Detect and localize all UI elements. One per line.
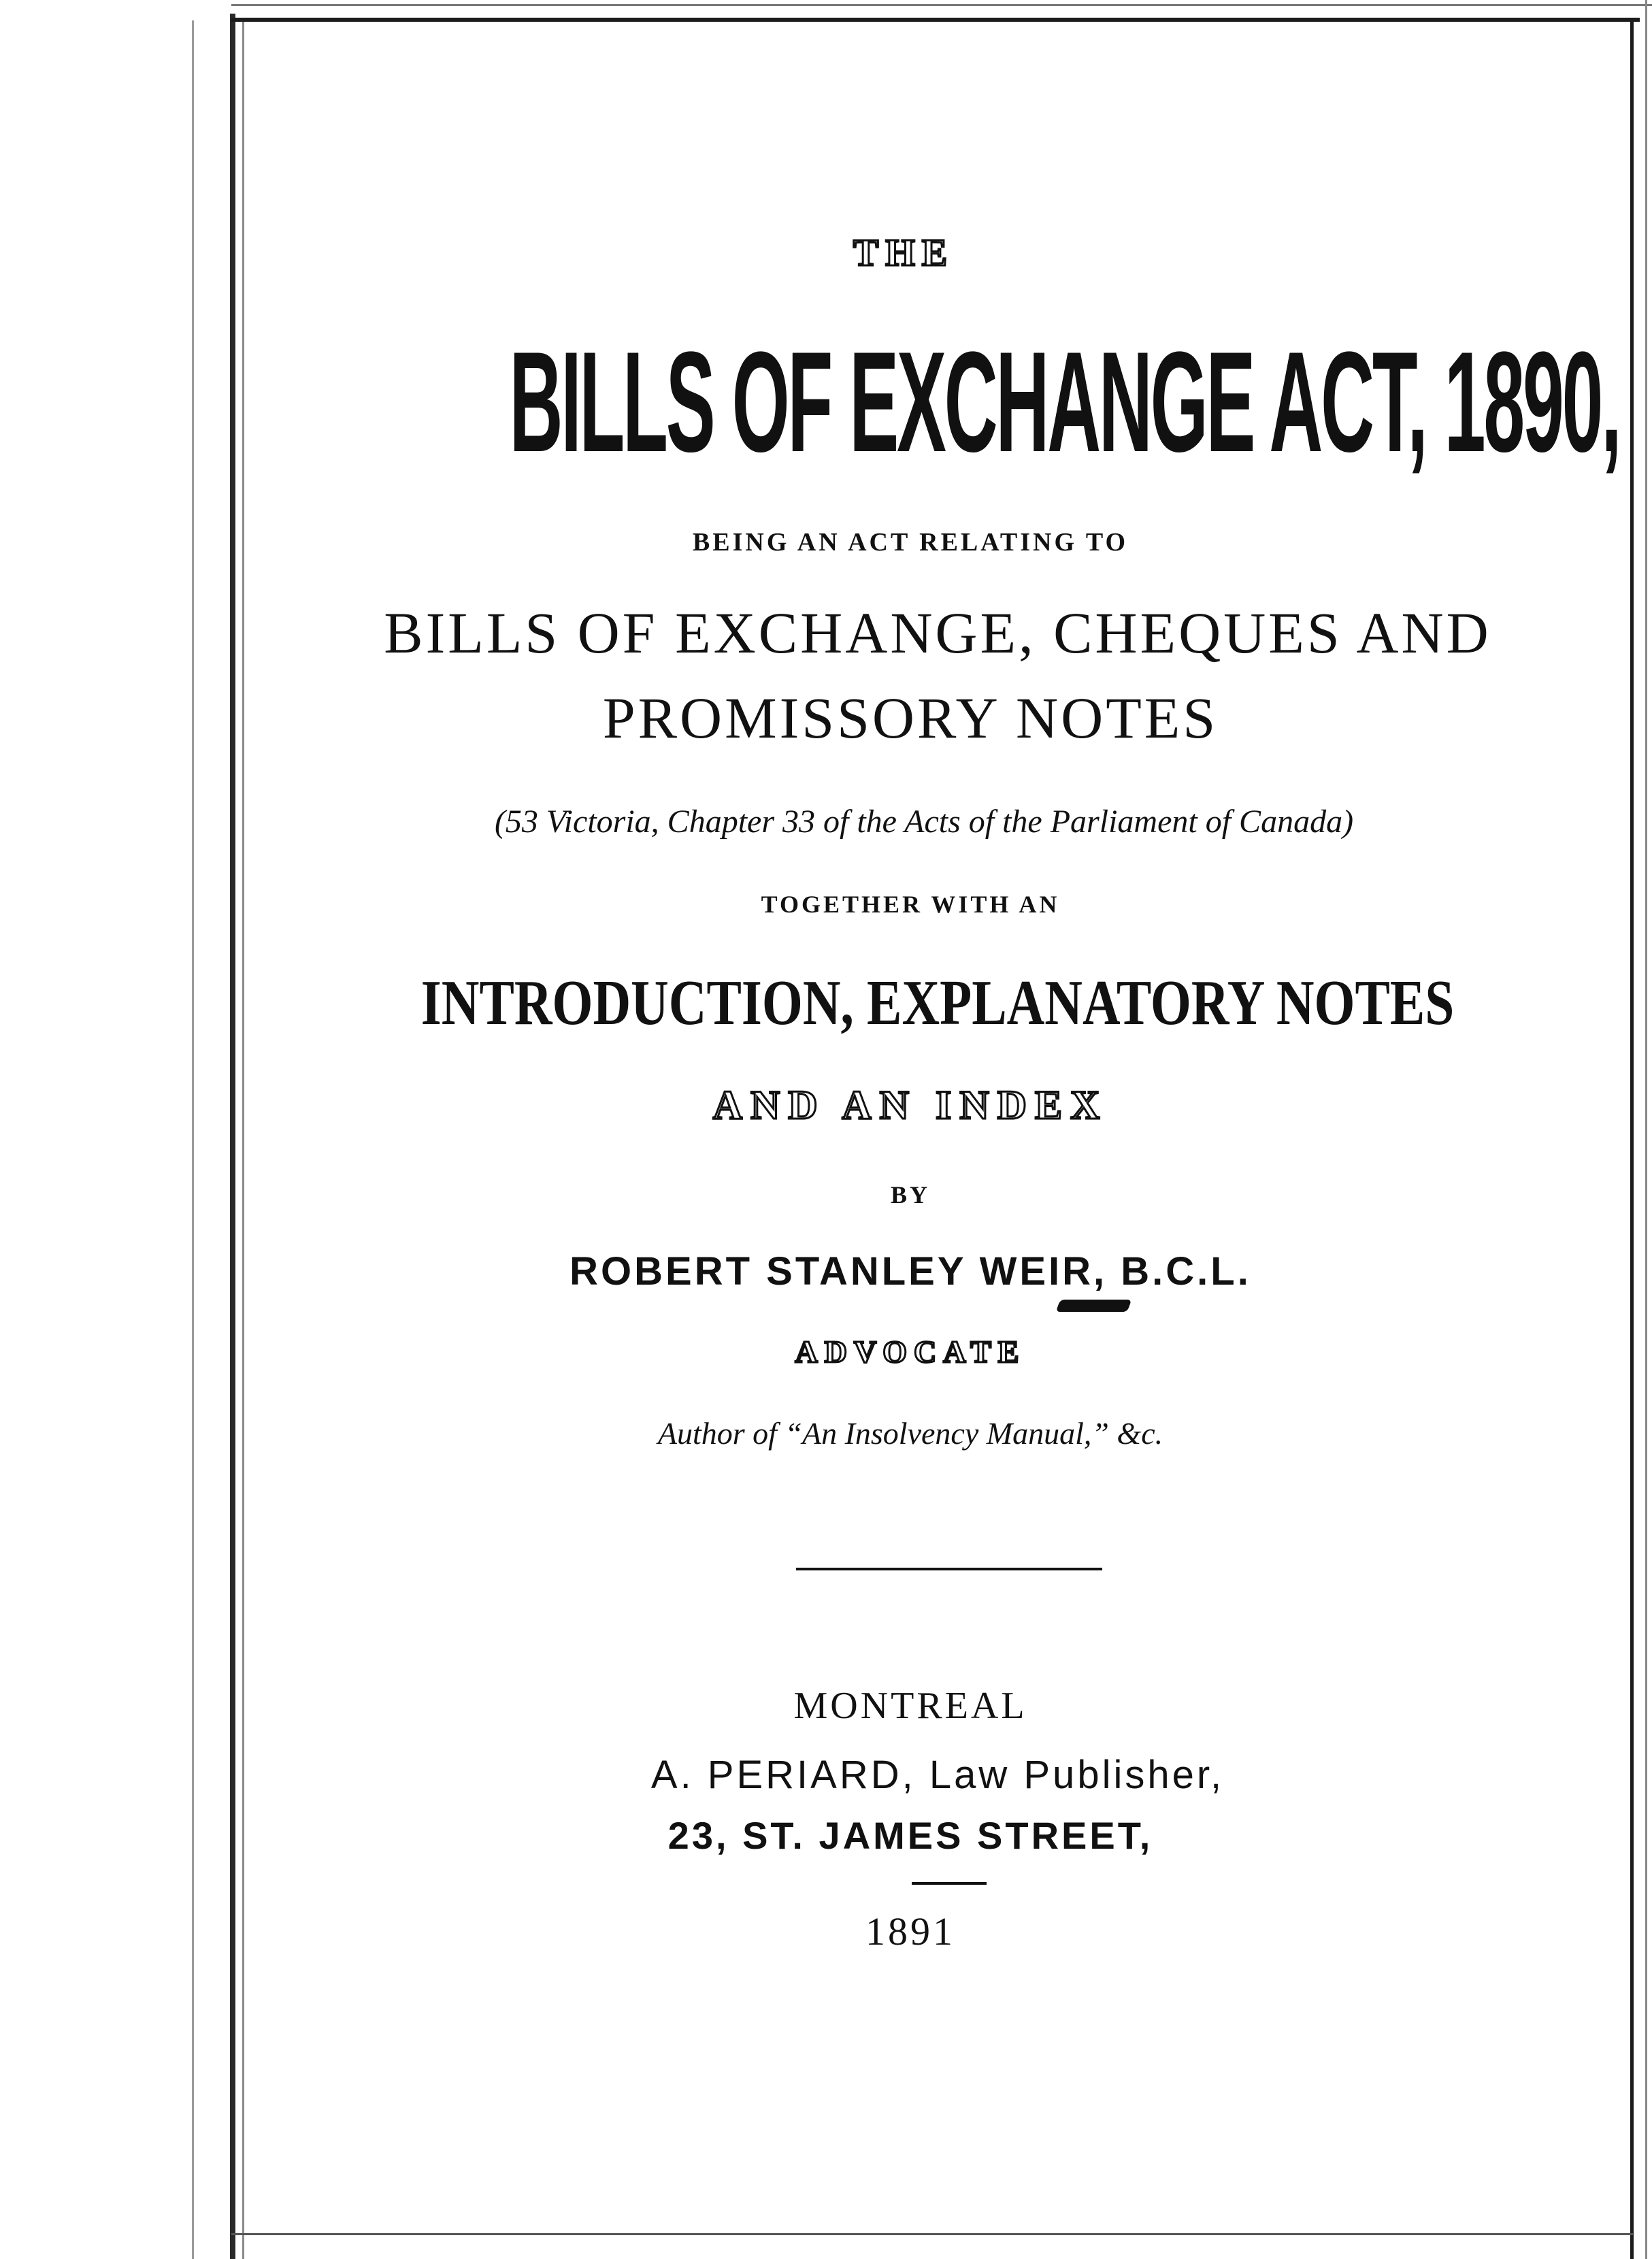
subtitle-intro: BEING AN ACT RELATING TO <box>692 528 1129 557</box>
statute-citation: (53 Victoria, Chapter 33 of the Acts of the Parliament of Canada) <box>494 804 1354 840</box>
title-page <box>245 0 1630 2259</box>
publication-city: MONTREAL <box>793 1685 1027 1727</box>
page-right-edge <box>1630 19 1634 2259</box>
contents-line: INTRODUCTION, EXPLANATORY NOTES <box>420 968 1455 1038</box>
publication-year: 1891 <box>865 1909 955 1953</box>
publisher-name: A. PERIARD, Law Publisher, <box>650 1753 1225 1797</box>
by-line: BY <box>890 1181 930 1208</box>
ink-smudge <box>1056 1300 1132 1312</box>
binding-margin <box>0 0 225 2259</box>
divider-rule <box>796 1568 1102 1570</box>
author-credits: Author of “An Insolvency Manual,” &c. <box>657 1416 1163 1451</box>
index-line: AND AN INDEX <box>712 1083 1108 1127</box>
subject-line: PROMISSORY NOTES <box>602 685 1219 751</box>
author-name: ROBERT STANLEY WEIR, B.C.L. <box>569 1249 1251 1293</box>
binding-edge-line <box>192 20 194 2259</box>
author-profession: ADVOCATE <box>795 1334 1026 1369</box>
title-article: THE <box>853 232 955 274</box>
main-title: BILLS OF EXCHANGE ACT, 1890, <box>509 322 1620 482</box>
together-line: TOGETHER WITH AN <box>761 891 1060 918</box>
divider-rule <box>912 1882 987 1885</box>
subject-line: BILLS OF EXCHANGE, CHEQUES AND <box>384 600 1491 665</box>
publisher-address: 23, ST. JAMES STREET, <box>667 1814 1153 1857</box>
page-right-edge <box>1645 0 1647 2259</box>
